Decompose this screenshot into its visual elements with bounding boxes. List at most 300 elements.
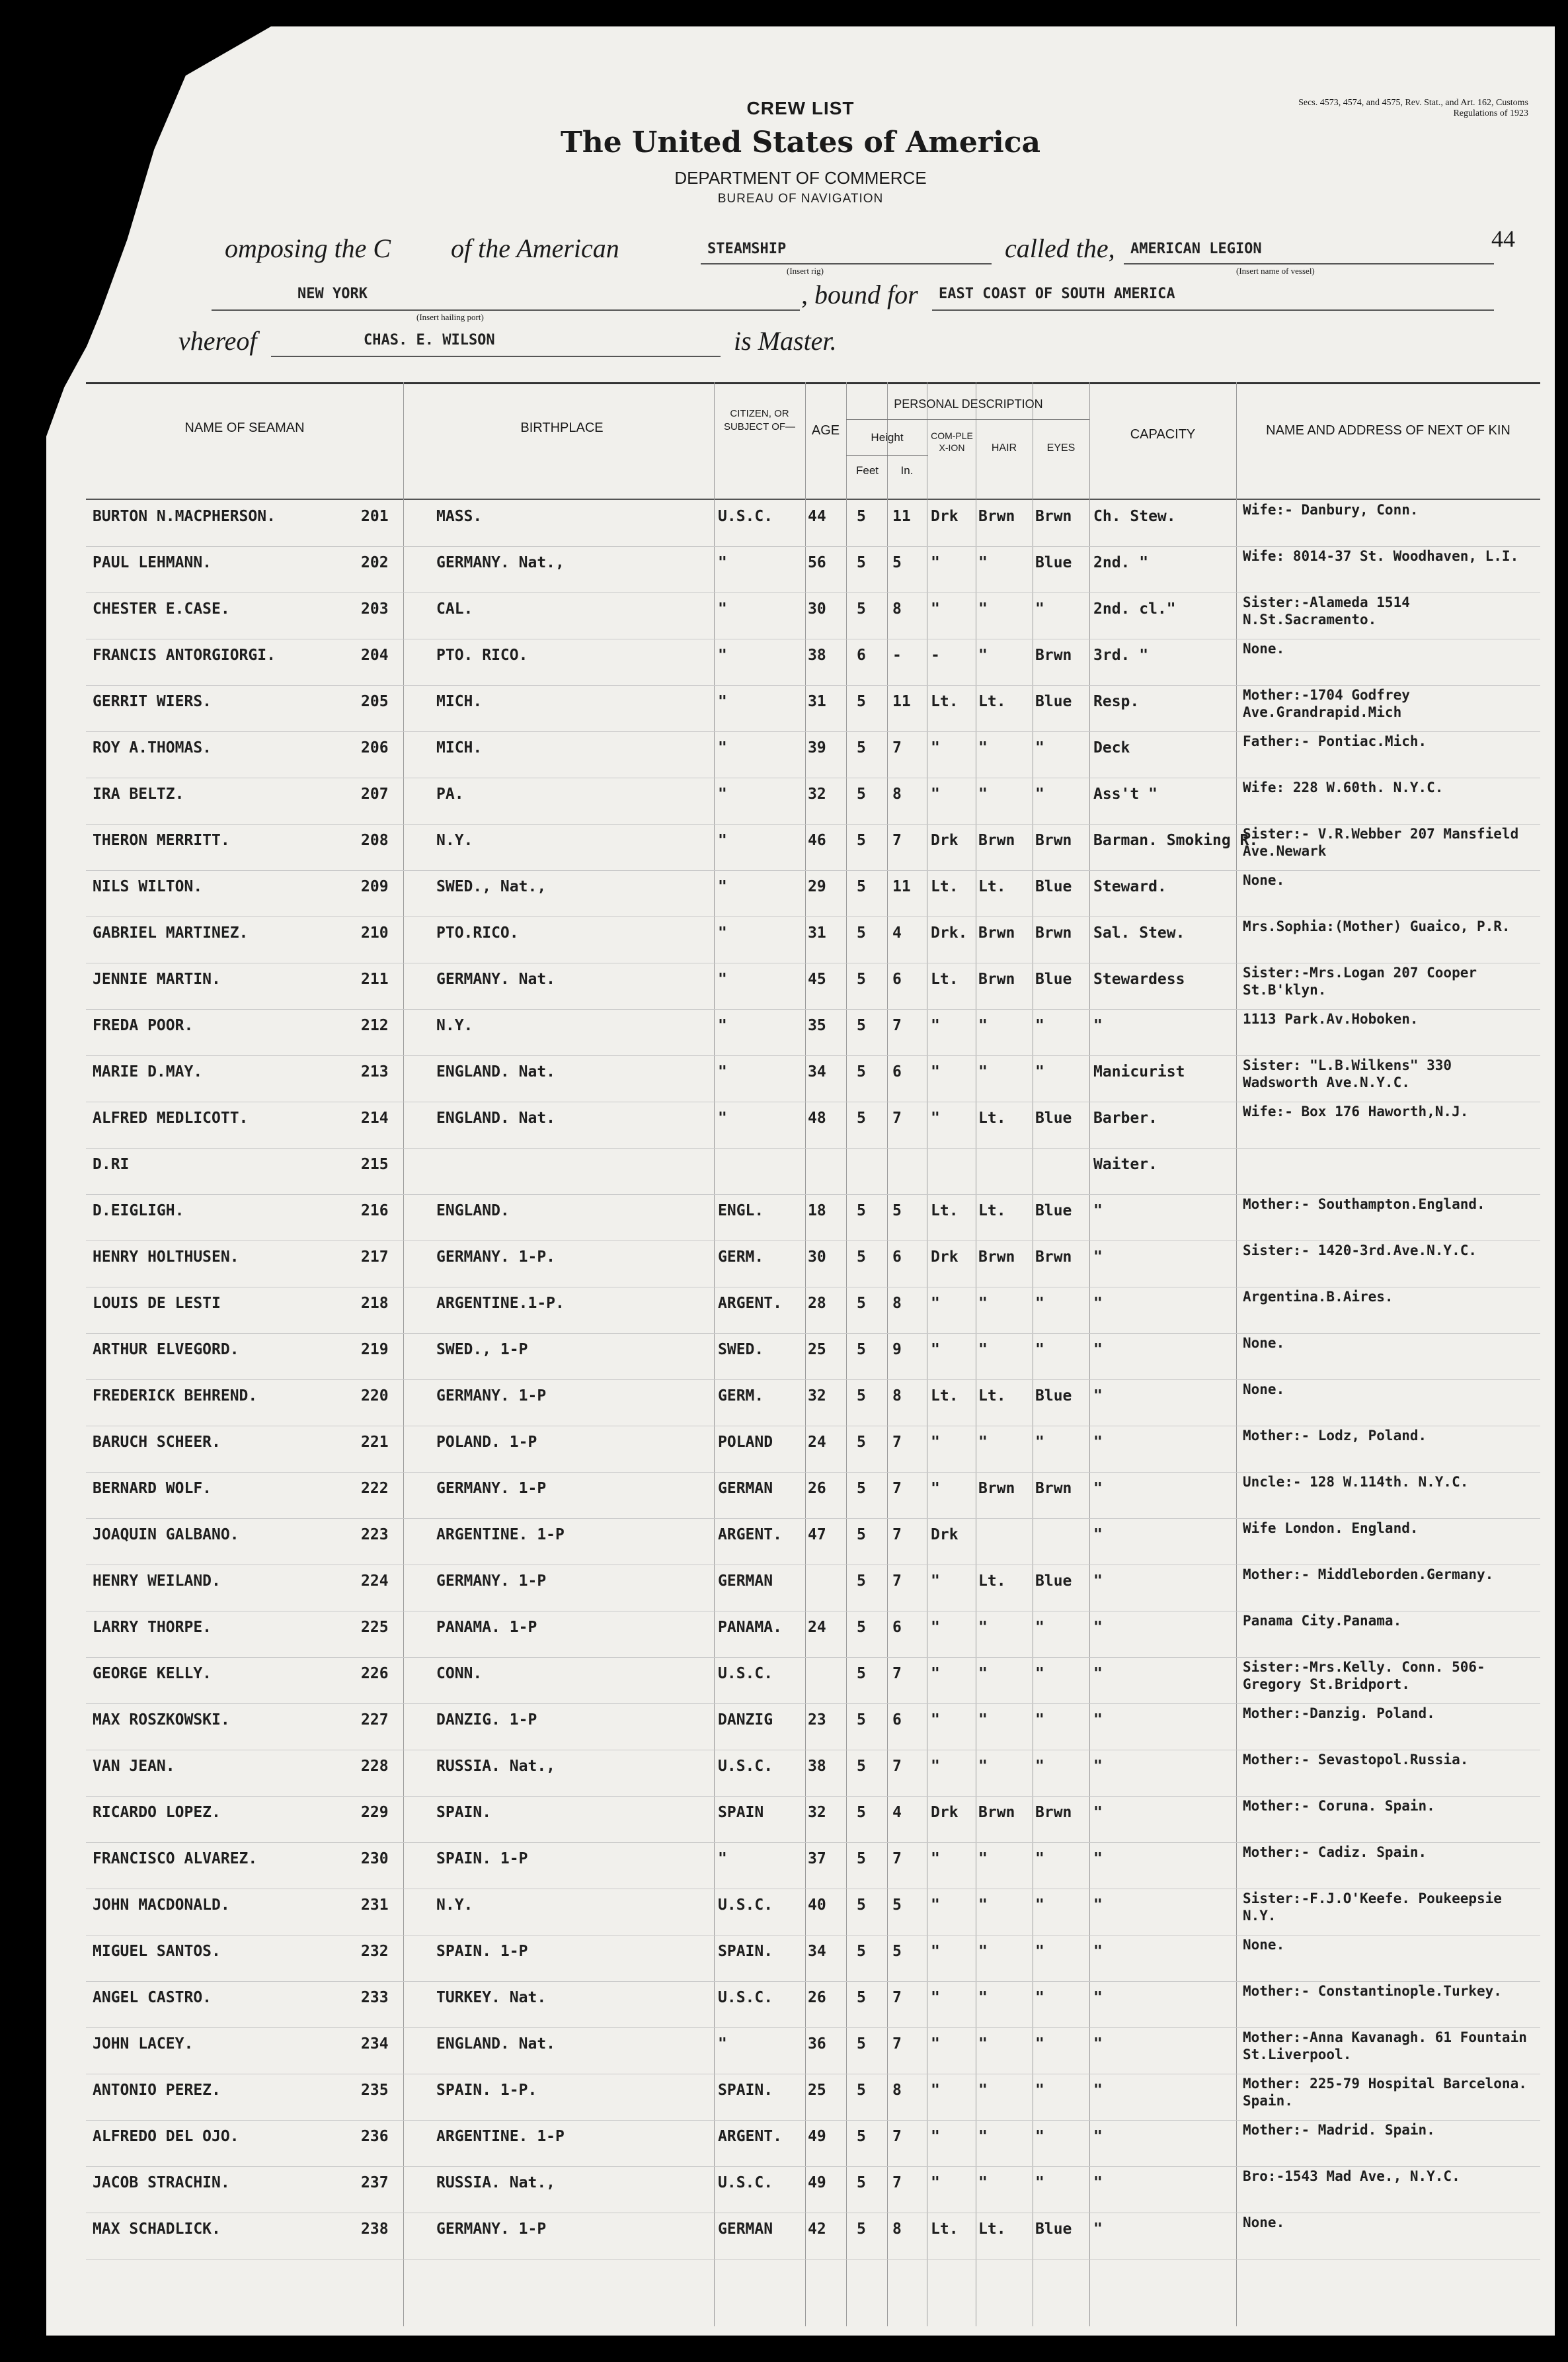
- height-feet: 5: [857, 1202, 866, 1219]
- eye-color: ": [1035, 1665, 1044, 1682]
- hair-color: ": [978, 1758, 988, 1775]
- height-feet: 5: [857, 1248, 866, 1266]
- birthplace: DANZIG. 1-P: [436, 1711, 537, 1729]
- citizenship: ARGENT.: [718, 1526, 782, 1543]
- crew-row: [86, 546, 1540, 593]
- complexion: ": [931, 786, 940, 803]
- next-of-kin: Mother:- Sevastopol.Russia.: [1243, 1752, 1469, 1768]
- crew-row: [86, 1518, 1540, 1565]
- hair-color: ": [978, 1295, 988, 1312]
- crew-number: 217: [361, 1248, 389, 1266]
- crew-number: 232: [361, 1943, 389, 1960]
- age: 23: [808, 1711, 826, 1729]
- caption-vessel: (Insert name of vessel): [1236, 266, 1315, 276]
- crew-number: 229: [361, 1804, 389, 1821]
- age: 18: [808, 1202, 826, 1219]
- eye-color: Brwn: [1035, 832, 1072, 849]
- crew-row: [86, 1287, 1540, 1334]
- crew-number: 221: [361, 1434, 389, 1451]
- citizenship: SWED.: [718, 1341, 764, 1358]
- height-inches: 7: [892, 1434, 902, 1451]
- crew-row: [86, 500, 1540, 547]
- height-feet: 5: [857, 1434, 866, 1451]
- crew-table: [86, 382, 1540, 2326]
- capacity: ": [1093, 2082, 1103, 2099]
- col-age-header: AGE: [811, 423, 840, 438]
- seaman-name: FREDA POOR.: [93, 1017, 194, 1034]
- age: 24: [808, 1619, 826, 1636]
- eye-color: Blue: [1035, 1110, 1072, 1127]
- capacity: ": [1093, 1711, 1103, 1729]
- capacity: Barber.: [1093, 1110, 1157, 1127]
- capacity: Waiter.: [1093, 1156, 1157, 1173]
- caption-rig: (Insert rig): [787, 266, 824, 276]
- seaman-name: ANTONIO PEREZ.: [93, 2082, 221, 2099]
- eye-color: ": [1035, 1341, 1044, 1358]
- next-of-kin: Sister: "L.B.Wilkens" 330 Wadsworth Ave.N.Y.C.: [1243, 1057, 1452, 1090]
- crew-row: [86, 592, 1540, 639]
- birthplace: GERMANY. Nat.,: [436, 554, 565, 571]
- next-of-kin: None.: [1243, 2215, 1285, 2230]
- height-feet: 5: [857, 1341, 866, 1358]
- height-feet: 5: [857, 1943, 866, 1960]
- complexion: Lt.: [931, 693, 959, 710]
- vessel-type: STEAMSHIP: [707, 241, 787, 257]
- capacity: ": [1093, 1758, 1103, 1775]
- next-of-kin: Sister:- V.R.Webber 207 Mansfield Ave.Newark: [1243, 826, 1519, 859]
- citizenship: GERM.: [718, 1387, 764, 1405]
- complexion: Lt.: [931, 878, 959, 895]
- birthplace: ENGLAND. Nat.: [436, 2035, 556, 2053]
- age: 36: [808, 2035, 826, 2053]
- seaman-name: IRA BELTZ.: [93, 786, 184, 803]
- personal-description-header: PERSONAL DESCRIPTION: [894, 397, 1043, 411]
- height-inches: 7: [892, 1850, 902, 1867]
- citizenship: GERMAN: [718, 1572, 773, 1590]
- height-inches: 11: [892, 508, 911, 525]
- next-of-kin: None.: [1243, 1937, 1285, 1953]
- capacity: ": [1093, 1248, 1103, 1266]
- next-of-kin: Sister:-Mrs.Logan 207 Cooper St.B'klyn.: [1243, 965, 1477, 998]
- height-inches: 7: [892, 832, 902, 849]
- height-feet: 5: [857, 832, 866, 849]
- capacity: Manicurist: [1093, 1063, 1185, 1080]
- eye-color: ": [1035, 2035, 1044, 2053]
- seaman-name: BARUCH SCHEER.: [93, 1434, 221, 1451]
- hair-color: Brwn: [978, 1480, 1015, 1497]
- eye-color: Blue: [1035, 1572, 1072, 1590]
- hair-color: Lt.: [978, 1572, 1006, 1590]
- hair-color: Brwn: [978, 1248, 1015, 1266]
- hair-color: ": [978, 647, 988, 664]
- next-of-kin: Wife:- Box 176 Haworth,N.J.: [1243, 1104, 1469, 1120]
- complexion: Drk: [931, 1248, 959, 1266]
- crew-number: 228: [361, 1758, 389, 1775]
- height-inches: 7: [892, 1758, 902, 1775]
- birthplace: N.Y.: [436, 1896, 473, 1914]
- age: 26: [808, 1480, 826, 1497]
- height-feet: 5: [857, 1063, 866, 1080]
- birthplace: GERMANY. 1-P.: [436, 1248, 556, 1266]
- crew-number: 212: [361, 1017, 389, 1034]
- age: 46: [808, 832, 826, 849]
- age: 32: [808, 786, 826, 803]
- citizenship: ": [718, 1063, 727, 1080]
- hair-color: ": [978, 2174, 988, 2191]
- height-inches: 8: [892, 1295, 902, 1312]
- citizenship: U.S.C.: [718, 1665, 773, 1682]
- page-number: 44: [1491, 225, 1515, 252]
- seaman-name: HENRY WEILAND.: [93, 1572, 221, 1590]
- height-feet: 5: [857, 508, 866, 525]
- seaman-name: ANGEL CASTRO.: [93, 1989, 212, 2006]
- hair-color: Lt.: [978, 1110, 1006, 1127]
- crew-number: 204: [361, 647, 389, 664]
- height-inches: 7: [892, 1480, 902, 1497]
- age: 48: [808, 1110, 826, 1127]
- complexion: Drk: [931, 832, 959, 849]
- birthplace: SPAIN.: [436, 1804, 492, 1821]
- citizenship: U.S.C.: [718, 1989, 773, 2006]
- eye-color: Blue: [1035, 554, 1072, 571]
- next-of-kin: Wife London. England.: [1243, 1520, 1419, 1536]
- complexion: Drk: [931, 508, 959, 525]
- eye-color: Blue: [1035, 878, 1072, 895]
- capacity: ": [1093, 1572, 1103, 1590]
- capacity: ": [1093, 1850, 1103, 1867]
- eye-color: ": [1035, 1017, 1044, 1034]
- birthplace: CONN.: [436, 1665, 483, 1682]
- height-inches: 7: [892, 1017, 902, 1034]
- birthplace: SPAIN. 1-P.: [436, 2082, 537, 2099]
- next-of-kin: Sister:-Mrs.Kelly. Conn. 506-Gregory St.Bridport.: [1243, 1659, 1485, 1692]
- destination-line: [932, 309, 1494, 311]
- seaman-name: LARRY THORPE.: [93, 1619, 212, 1636]
- col-citizen-header: CITIZEN, OR SUBJECT OF—: [723, 408, 796, 432]
- complexion: ": [931, 2035, 940, 2053]
- height-inches: 11: [892, 878, 911, 895]
- seaman-name: FRANCIS ANTORGIORGI.: [93, 647, 276, 664]
- age: 37: [808, 1850, 826, 1867]
- birthplace: PANAMA. 1-P: [436, 1619, 537, 1636]
- capacity: ": [1093, 1619, 1103, 1636]
- eye-color: Blue: [1035, 971, 1072, 988]
- height-feet: 5: [857, 1387, 866, 1405]
- citizenship: POLAND: [718, 1434, 773, 1451]
- height-feet: 5: [857, 1850, 866, 1867]
- line3-suffix: is Master.: [734, 326, 837, 356]
- eye-color: ": [1035, 2128, 1044, 2145]
- crew-row: [86, 1194, 1540, 1241]
- next-of-kin: Mother:-1704 Godfrey Ave.Grandrapid.Mich: [1243, 687, 1410, 720]
- citizenship: U.S.C.: [718, 508, 773, 525]
- height-inches: 8: [892, 786, 902, 803]
- citizenship: ": [718, 600, 727, 618]
- height-feet: 5: [857, 1989, 866, 2006]
- eye-color: ": [1035, 1711, 1044, 1729]
- crew-row: [86, 731, 1540, 778]
- crew-number: 205: [361, 693, 389, 710]
- height-feet: 5: [857, 2082, 866, 2099]
- height-inches: 8: [892, 2082, 902, 2099]
- birthplace: ENGLAND. Nat.: [436, 1110, 556, 1127]
- height-feet: 6: [857, 647, 866, 664]
- vessel-name: AMERICAN LEGION: [1130, 241, 1262, 257]
- seaman-name: JACOB STRACHIN.: [93, 2174, 230, 2191]
- crew-row: [86, 2120, 1540, 2167]
- capacity: ": [1093, 1202, 1103, 1219]
- crew-number: 234: [361, 2035, 389, 2053]
- crew-number: 202: [361, 554, 389, 571]
- height-feet: 5: [857, 554, 866, 571]
- age: 38: [808, 1758, 826, 1775]
- crew-row: [86, 916, 1540, 963]
- eye-color: ": [1035, 1896, 1044, 1914]
- seaman-name: GERRIT WIERS.: [93, 693, 212, 710]
- seaman-name: ARTHUR ELVEGORD.: [93, 1341, 239, 1358]
- age: 34: [808, 1063, 826, 1080]
- birthplace: N.Y.: [436, 832, 473, 849]
- complexion: ": [931, 1063, 940, 1080]
- height-inches: 7: [892, 2128, 902, 2145]
- citizenship: ": [718, 832, 727, 849]
- height-inches: -: [892, 647, 902, 664]
- age: 47: [808, 1526, 826, 1543]
- hair-color: ": [978, 1017, 988, 1034]
- birthplace: SPAIN. 1-P: [436, 1850, 528, 1867]
- seaman-name: MIGUEL SANTOS.: [93, 1943, 221, 1960]
- height-feet: 5: [857, 971, 866, 988]
- next-of-kin: None.: [1243, 872, 1285, 888]
- height-feet: 5: [857, 786, 866, 803]
- hair-color: ": [978, 1989, 988, 2006]
- crew-row: [86, 1889, 1540, 1935]
- crew-number: 215: [361, 1156, 389, 1173]
- crew-row: [86, 1472, 1540, 1519]
- height-inches: 7: [892, 1665, 902, 1682]
- eye-color: Brwn: [1035, 1804, 1072, 1821]
- next-of-kin: Mother:- Coruna. Spain.: [1243, 1798, 1435, 1814]
- complexion: -: [931, 647, 940, 664]
- height-inches: 5: [892, 1896, 902, 1914]
- citizenship: ": [718, 971, 727, 988]
- capacity: ": [1093, 1526, 1103, 1543]
- citizenship: ": [718, 647, 727, 664]
- eye-color: Brwn: [1035, 508, 1072, 525]
- hair-color: Lt.: [978, 2220, 1006, 2238]
- country-title: The United States of America: [560, 126, 1041, 159]
- crew-number: 211: [361, 971, 389, 988]
- complexion: Lt.: [931, 2220, 959, 2238]
- hair-color: Lt.: [978, 1387, 1006, 1405]
- next-of-kin: Mother:- Constantinople.Turkey.: [1243, 1983, 1502, 1999]
- height-feet: 5: [857, 2220, 866, 2238]
- col-name-header: NAME OF SEAMAN: [184, 421, 305, 435]
- height-feet: 5: [857, 1572, 866, 1590]
- hair-color: Lt.: [978, 693, 1006, 710]
- eye-color: ": [1035, 1434, 1044, 1451]
- birthplace: PTO. RICO.: [436, 647, 528, 664]
- capacity: 2nd. ": [1093, 554, 1149, 571]
- personal-rule: [846, 419, 1089, 420]
- crew-number: 236: [361, 2128, 389, 2145]
- complexion: ": [931, 1572, 940, 1590]
- age: 49: [808, 2128, 826, 2145]
- vessel-name-line: [1124, 263, 1494, 265]
- citizenship: ": [718, 693, 727, 710]
- age: 25: [808, 1341, 826, 1358]
- complexion: Lt.: [931, 1387, 959, 1405]
- next-of-kin: Argentina.B.Aires.: [1243, 1289, 1393, 1305]
- citizenship: PANAMA.: [718, 1619, 782, 1636]
- complexion: ": [931, 1619, 940, 1636]
- next-of-kin: Mother:- Lodz, Poland.: [1243, 1428, 1427, 1444]
- next-of-kin: Wife: 8014-37 St. Woodhaven, L.I.: [1243, 548, 1519, 564]
- crew-number: 220: [361, 1387, 389, 1405]
- col-inches-header: In.: [900, 464, 914, 477]
- citizenship: ": [718, 786, 727, 803]
- citizenship: ": [718, 554, 727, 571]
- crew-number: 224: [361, 1572, 389, 1590]
- citizenship: ": [718, 924, 727, 942]
- complexion: ": [931, 1480, 940, 1497]
- eye-color: Blue: [1035, 1202, 1072, 1219]
- complexion: ": [931, 739, 940, 756]
- age: 39: [808, 739, 826, 756]
- crew-row: [86, 1565, 1540, 1611]
- crew-row: [86, 778, 1540, 825]
- hair-color: Brwn: [978, 1804, 1015, 1821]
- birthplace: TURKEY. Nat.: [436, 1989, 547, 2006]
- col-complexion-header: COM-PLEX-ION: [931, 430, 973, 453]
- seaman-name: HENRY HOLTHUSEN.: [93, 1248, 239, 1266]
- birthplace: PTO.RICO.: [436, 924, 519, 942]
- capacity: Deck: [1093, 739, 1130, 756]
- height-inches: 8: [892, 1387, 902, 1405]
- capacity: ": [1093, 1665, 1103, 1682]
- crew-row: [86, 685, 1540, 732]
- crew-number: 206: [361, 739, 389, 756]
- seaman-name: ROY A.THOMAS.: [93, 739, 212, 756]
- crew-row: [86, 1426, 1540, 1473]
- height-inches: 6: [892, 1619, 902, 1636]
- citizenship: ": [718, 1110, 727, 1127]
- eye-color: ": [1035, 1943, 1044, 1960]
- master-line: [271, 356, 721, 357]
- eye-color: ": [1035, 739, 1044, 756]
- capacity: ": [1093, 1434, 1103, 1451]
- crew-number: 230: [361, 1850, 389, 1867]
- height-inches: 5: [892, 1943, 902, 1960]
- seaman-name: JENNIE MARTIN.: [93, 971, 221, 988]
- eye-color: ": [1035, 1063, 1044, 1080]
- age: 32: [808, 1804, 826, 1821]
- birthplace: ARGENTINE. 1-P: [436, 2128, 565, 2145]
- next-of-kin: Sister:-F.J.O'Keefe. Poukeepsie N.Y.: [1243, 1891, 1502, 1924]
- age: 26: [808, 1989, 826, 2006]
- crew-number: 227: [361, 1711, 389, 1729]
- capacity: Barman. Smoking R.: [1093, 832, 1259, 849]
- height-feet: 5: [857, 739, 866, 756]
- crew-row: [86, 1935, 1540, 1982]
- col-kin-header: NAME AND ADDRESS OF NEXT OF KIN: [1266, 423, 1510, 438]
- seaman-name: JOAQUIN GALBANO.: [93, 1526, 239, 1543]
- height-feet: 5: [857, 1758, 866, 1775]
- crew-row: [86, 1333, 1540, 1380]
- next-of-kin: Mother:- Cadiz. Spain.: [1243, 1844, 1427, 1860]
- birthplace: GERMANY. 1-P: [436, 1572, 547, 1590]
- crew-number: 222: [361, 1480, 389, 1497]
- height-inches: 6: [892, 1248, 902, 1266]
- citizenship: ARGENT.: [718, 2128, 782, 2145]
- age: 25: [808, 2082, 826, 2099]
- line1-prefix: omposing the C: [225, 233, 391, 263]
- eye-color: ": [1035, 2174, 1044, 2191]
- complexion: Drk: [931, 1804, 959, 1821]
- complexion: ": [931, 2082, 940, 2099]
- birthplace: POLAND. 1-P: [436, 1434, 537, 1451]
- crew-number: 208: [361, 832, 389, 849]
- birthplace: ENGLAND.: [436, 1202, 510, 1219]
- next-of-kin: Uncle:- 128 W.114th. N.Y.C.: [1243, 1474, 1469, 1490]
- capacity: Stewardess: [1093, 971, 1185, 988]
- hailing-port-line: [212, 309, 800, 311]
- next-of-kin: Mother:- Middleborden.Germany.: [1243, 1567, 1494, 1582]
- eye-color: Blue: [1035, 693, 1072, 710]
- height-feet: 5: [857, 1526, 866, 1543]
- complexion: ": [931, 1341, 940, 1358]
- citizenship: GERM.: [718, 1248, 764, 1266]
- age: 56: [808, 554, 826, 571]
- crew-row: [86, 2074, 1540, 2121]
- eye-color: ": [1035, 1850, 1044, 1867]
- crew-number: 233: [361, 1989, 389, 2006]
- torn-corner: [46, 26, 271, 436]
- next-of-kin: Sister:-Alameda 1514 N.St.Sacramento.: [1243, 594, 1410, 628]
- complexion: ": [931, 554, 940, 571]
- crew-row: [86, 1009, 1540, 1056]
- next-of-kin: Mrs.Sophia:(Mother) Guaico, P.R.: [1243, 918, 1510, 934]
- capacity: Ch. Stew.: [1093, 508, 1176, 525]
- height-inches: 7: [892, 2035, 902, 2053]
- complexion: ": [931, 1943, 940, 1960]
- height-feet: 5: [857, 1711, 866, 1729]
- crew-number: 209: [361, 878, 389, 895]
- citizenship: ": [718, 739, 727, 756]
- birthplace: GERMANY. 1-P: [436, 2220, 547, 2238]
- seaman-name: GEORGE KELLY.: [93, 1665, 212, 1682]
- eye-color: Brwn: [1035, 647, 1072, 664]
- eye-color: ": [1035, 786, 1044, 803]
- age: 35: [808, 1017, 826, 1034]
- crew-number: 201: [361, 508, 389, 525]
- hair-color: Brwn: [978, 924, 1015, 942]
- hair-color: ": [978, 1850, 988, 1867]
- crew-row: [86, 1379, 1540, 1426]
- age: 38: [808, 647, 826, 664]
- birthplace: GERMANY. 1-P: [436, 1387, 547, 1405]
- crew-number: 207: [361, 786, 389, 803]
- height-inches: 7: [892, 1526, 902, 1543]
- seaman-name: D.EIGLIGH.: [93, 1202, 184, 1219]
- height-inches: 7: [892, 2174, 902, 2191]
- form-title: CREW LIST: [746, 98, 855, 118]
- citizenship: DANZIG: [718, 1711, 773, 1729]
- complexion: ": [931, 2174, 940, 2191]
- height-inches: 6: [892, 971, 902, 988]
- crew-number: 231: [361, 1896, 389, 1914]
- crew-number: 216: [361, 1202, 389, 1219]
